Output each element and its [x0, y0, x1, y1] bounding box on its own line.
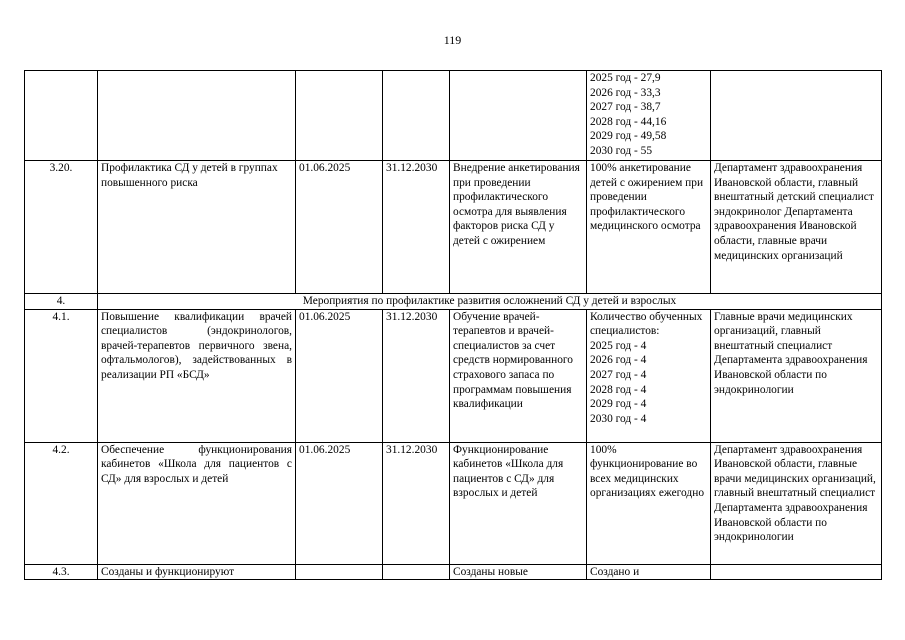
expected-result: [587, 71, 711, 161]
section-title: Мероприятия по профилактике развития осложнений СД у детей и взрослых: [98, 294, 882, 310]
result-line: 2027 год - 4: [590, 368, 647, 381]
row-number: [25, 71, 98, 161]
section-row: [25, 294, 882, 310]
responsible: [711, 71, 882, 161]
result-line: 2029 год - 4: [590, 398, 647, 411]
result-line: Количество обученных специалистов:: [590, 310, 703, 338]
result-line: 2026 год - 33,3: [590, 86, 661, 99]
result-line: 2025 год - 27,9: [590, 72, 661, 84]
activity-name: Созданы и функционируют: [98, 564, 296, 580]
result-line: 2025 год - 4: [590, 339, 647, 352]
table-row: [25, 161, 882, 294]
responsible: [711, 564, 882, 580]
expected-result: Создано и: [587, 564, 711, 580]
table-row: [25, 442, 882, 564]
result-line: 2027 год - 38,7: [590, 101, 661, 114]
activities-table: [24, 70, 882, 580]
activity-name: Обеспечение функционирования кабинетов «Школа для пациентов с СД» для взрослых и детей: [98, 442, 296, 564]
end-date: 31.12.2030: [383, 161, 450, 294]
table-row: [25, 564, 882, 580]
activity-description: Функционирование кабинетов «Школа для пациентов с СД» для взрослых и детей: [450, 442, 587, 564]
section-number: 4.: [25, 294, 98, 310]
result-line: 2030 год - 4: [590, 412, 647, 425]
table-row: [25, 309, 882, 442]
responsible: Главные врачи медицинских организаций, главный внештатный специалист Департамента здравоохранения Ивановской области по эндокринологии: [711, 309, 882, 442]
responsible: Департамент здравоохранения Ивановской области, главный внештатный детский специалист эндокринолог Департамента здравоохранения Ивановской области, главные врачи медицинских организаций: [711, 161, 882, 294]
end-date: 31.12.2030: [383, 442, 450, 564]
activity-name: Профилактика СД у детей в группах повышенного риска: [98, 161, 296, 294]
result-line: 2029 год - 49,58: [590, 130, 667, 143]
end-date: 31.12.2030: [383, 309, 450, 442]
result-line: 2030 год - 55: [590, 144, 653, 157]
responsible: Департамент здравоохранения Ивановской области, главные врачи медицинских организаций, главный внештатный специалист Департамента здравоохранения Ивановской области по эндокринологии: [711, 442, 882, 564]
row-number: 4.1.: [25, 309, 98, 442]
table-row: [25, 71, 882, 161]
activity-name: Повышение квалификации врачей специалистов (эндокринологов, врачей-терапевтов первичного звена, офтальмологов), задействованных в реализации РП «БСД»: [98, 309, 296, 442]
start-date: 01.06.2025: [296, 161, 383, 294]
start-date: 01.06.2025: [296, 309, 383, 442]
activity-description: Обучение врачей-терапевтов и врачей-специалистов за счет средств нормированного страхового запаса по программам повышения квалификации: [450, 309, 587, 442]
activity-description: Внедрение анкетирования при проведении профилактического осмотра для выявления факторов риска СД у детей с ожирением: [450, 161, 587, 294]
result-line: 2028 год - 44,16: [590, 115, 667, 128]
start-date: [296, 71, 383, 161]
result-line: 2028 год - 4: [590, 383, 647, 396]
expected-result: 100% анкетирование детей с ожирением при проведении профилактического медицинского осмотра: [587, 161, 711, 294]
row-number: 4.2.: [25, 442, 98, 564]
activity-name: [98, 71, 296, 161]
row-number: 3.20.: [25, 161, 98, 294]
row-number: 4.3.: [25, 564, 98, 580]
end-date: [383, 71, 450, 161]
result-line: 2026 год - 4: [590, 354, 647, 367]
expected-result: [587, 309, 711, 442]
page-number: 119: [443, 33, 462, 47]
end-date: [383, 564, 450, 580]
expected-result: 100% функционирование во всех медицинских организациях ежегодно: [587, 442, 711, 564]
start-date: 01.06.2025: [296, 442, 383, 564]
activity-description: Созданы новые: [450, 564, 587, 580]
start-date: [296, 564, 383, 580]
activity-description: [450, 71, 587, 161]
